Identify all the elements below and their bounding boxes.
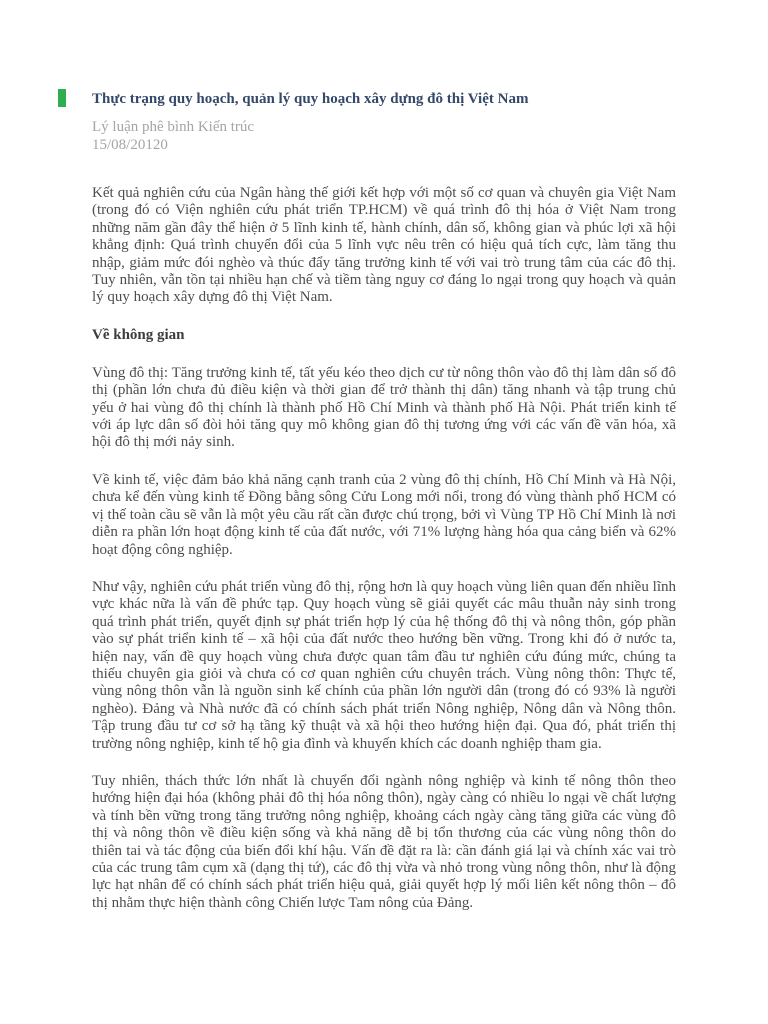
paragraph-regional-planning: Như vậy, nghiên cứu phát triển vùng đô thị, rộng hơn là quy hoạch vùng liên quan đến nhiều lĩnh vực khác nữa là vấn đề phức tạp. Quy hoạch vùng sẽ giải quyết các mâu thuẫn nảy sinh trong quá trình phát triển, quyết định sự phát triển hợp lý của hệ thống đô thị và nông thôn, góp phần vào sự phát triển kinh tế – xã hội của đất nước theo hướng bền vững. Trong khi đó ở nước ta, hiện nay, vấn đề quy hoạch vùng chưa được quan tâm đầu tư nghiên cứu đúng mức, chúng ta thiếu chuyên gia giỏi và chưa có cơ quan nghiên cứu chuyên trách. Vùng nông thôn: Thực tế, vùng nông thôn vẫn là nguồn sinh kế chính của phần lớn người dân (trong đó có 93% là người nghèo). Đảng và Nhà nước đã có chính sách phát triển Nông nghiệp, Nông dân và Nông thôn. Tập trung đầu tư cơ sở hạ tầng kỹ thuật và xã hội theo hướng hiện đại. Qua đó, phát triển thị trường nông nghiệp, kinh tế hộ gia đình và khuyến khích các doanh nghiệp tham gia.	[92, 578, 676, 752]
section-heading: Về không gian	[92, 326, 185, 343]
article-meta	[92, 118, 254, 154]
article-body	[92, 185, 676, 932]
article-date: 15/08/20120	[92, 137, 168, 153]
article-title: Thực trạng quy hoạch, quản lý quy hoạch xây dựng đô thị Việt Nam	[92, 91, 529, 107]
title-accent-bar	[58, 89, 66, 107]
paragraph-economy: Về kinh tế, việc đảm bảo khả năng cạnh tranh của 2 vùng đô thị chính, Hồ Chí Minh và Hà Nội, chưa kể đến vùng kinh tế Đồng bằng sông Cửu Long mới nổi, trong đó vùng thành phố HCM có vị thế toàn cầu sẽ vẫn là một yêu cầu rất cần được chú trọng, bởi vì Vùng TP Hồ Chí Minh là nơi diễn ra phần lớn hoạt động kinh tế của đất nước, với 71% lượng hàng hóa qua cảng biển và 62% hoạt động công nghiệp.	[92, 471, 676, 558]
paragraph-urban-region: Vùng đô thị: Tăng trưởng kinh tế, tất yếu kéo theo dịch cư từ nông thôn vào đô thị làm dân số đô thị (phần lớn chưa đủ điều kiện và thời gian để trở thành thị dân) tăng nhanh và tập trung chủ yếu ở hai vùng đô thị chính là thành phố Hồ Chí Minh và thành phố Hà Nội. Phát triển kinh tế với áp lực dân số đòi hỏi tăng quy mô không gian đô thị tương ứng với các vấn đề văn hóa, xã hội đô thị mới nảy sinh.	[92, 364, 676, 451]
article-category: Lý luận phê bình Kiến trúc	[92, 119, 255, 135]
paragraph-challenges: Tuy nhiên, thách thức lớn nhất là chuyển đổi ngành nông nghiệp và kinh tế nông thôn theo hướng hiện đại hóa (không phải đô thị hóa nông thôn), ngày càng có nhiều lo ngại về chất lượng và tính bền vững trong tăng trưởng nông nghiệp, khoảng cách ngày càng tăng giữa các vùng đô thị và nông thôn về điều kiện sống và khả năng dễ bị tổn thương của các vùng nông thôn do thiên tai và tác động của biến đổi khí hậu. Vấn đề đặt ra là: cần đánh giá lại và chính xác vai trò của các trung tâm cụm xã (dạng thị tứ), các đô thị vừa và nhỏ trong vùng nông thôn, như là động lực hạt nhân để có chính sách phát triển hiệu quả, giải quyết hợp lý mối liên kết nông thôn – đô thị nhằm thực hiện thành công Chiến lược Tam nông của Đảng.	[92, 772, 676, 911]
paragraph-intro: Kết quả nghiên cứu của Ngân hàng thế giới kết hợp với một số cơ quan và chuyên gia Việt Nam (trong đó có Viện nghiên cứu phát triển TP.HCM) về quá trình đô thị hóa ở Việt Nam trong những năm gần đây thể hiện ở 5 lĩnh kinh tế, hành chính, dân số, không gian và phúc lợi xã hội khẳng định: Quá trình chuyển đổi của 5 lĩnh vực nêu trên có hiệu quả tích cực, làm tăng thu nhập, giảm mức đói nghèo và thúc đẩy tăng trưởng kinh tế với vai trò trung tâm của các đô thị. Tuy nhiên, vẫn tồn tại nhiều hạn chế và tiềm tàng nguy cơ đáng lo ngại trong quy hoạch và quản lý quy hoạch xây dựng đô thị Việt Nam.	[92, 185, 676, 306]
